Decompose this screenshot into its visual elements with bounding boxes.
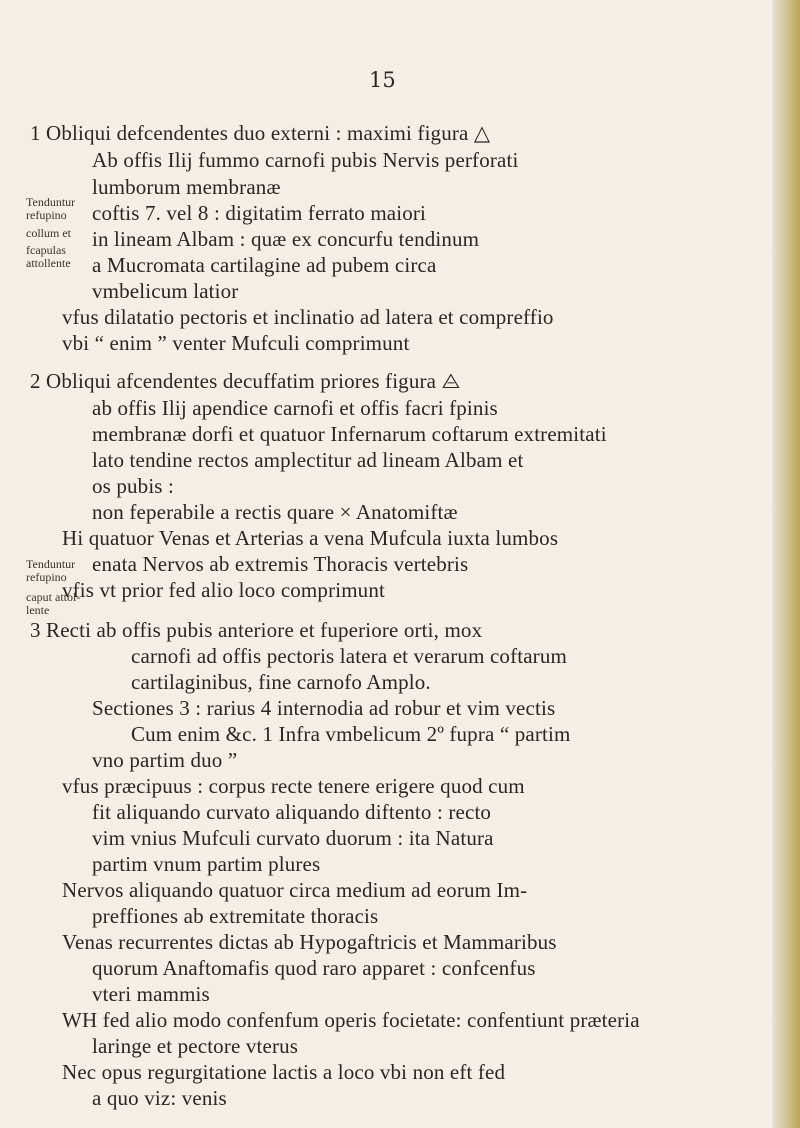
text-line: vfus præcipuus : corpus recte tenere erigere quod cum	[62, 774, 525, 798]
text-line: Hi quatuor Venas et Arterias a vena Mufcula iuxta lumbos	[62, 526, 559, 550]
text-line: partim vnum partim plures	[92, 852, 321, 876]
text-line: carnofi ad offis pectoris latera et verarum coftarum	[131, 644, 567, 668]
text-line: Venas recurrentes dictas ab Hypogaftricis et Mammaribus	[62, 930, 557, 954]
text-line: Nervos aliquando quatuor circa medium ad eorum Im-	[62, 878, 528, 902]
text-line: non feperabile a rectis quare × Anatomiftæ	[92, 500, 458, 524]
margin-note: Tenduntur	[26, 195, 76, 209]
text-line: laringe et pectore vterus	[92, 1034, 299, 1058]
margin-note: lente	[26, 603, 50, 617]
text-line: in lineam Albam : quæ ex concurfu tendinum	[92, 227, 480, 251]
text-line: Cum enim &c. 1 Infra vmbelicum 2º fupra “ partim	[131, 722, 571, 746]
text-line: Sectiones 3 : rarius 4 internodia ad robur et vim vectis	[92, 696, 556, 720]
text-line: lumborum membranæ	[92, 175, 281, 199]
text-line: Ab offis Ilij fummo carnofi pubis Nervis perforati	[92, 148, 519, 172]
text-line: fit aliquando curvato aliquando diftento : recto	[92, 800, 492, 824]
text-line: WH fed alio modo confenfum operis focietate: confentiunt præteria	[62, 1008, 640, 1032]
margin-note: attollente	[26, 256, 71, 270]
margin-note: collum et	[26, 226, 71, 240]
text-line: Nec opus regurgitatione lactis a loco vbi non eft fed	[62, 1060, 506, 1084]
page-number: 15	[369, 68, 396, 92]
margin-note: Tenduntur	[26, 557, 76, 571]
text-line: preffiones ab extremitate thoracis	[92, 904, 379, 928]
text-line: lato tendine rectos amplectitur ad lineam Albam et	[92, 448, 524, 472]
text-line: vfis vt prior fed alio loco comprimunt	[62, 578, 385, 602]
text-line: ab offis Ilij apendice carnofi et offis facri fpinis	[92, 396, 498, 420]
text-line: vim vnius Mufculi curvato duorum : ita Natura	[92, 826, 494, 850]
text-line: vfus dilatatio pectoris et inclinatio ad latera et compreffio	[62, 305, 554, 329]
text-line: os pubis :	[92, 474, 175, 498]
margin-note: caput attol-	[26, 590, 81, 604]
text-line: 3 Recti ab offis pubis anteriore et fuperiore orti, mox	[30, 618, 483, 642]
text-line: vmbelicum latior	[92, 279, 239, 303]
text-line: enata Nervos ab extremis Thoracis vertebris	[92, 552, 469, 576]
text-line: vbi “ enim ” venter Mufculi comprimunt	[62, 331, 410, 355]
margin-note: refupino	[26, 208, 67, 222]
text-line: vteri mammis	[92, 982, 210, 1006]
text-line: vno partim duo ”	[92, 748, 238, 772]
text-line: cartilaginibus, fine carnofo Amplo.	[131, 670, 431, 694]
margin-note: fcapulas	[26, 243, 66, 257]
text-line: a quo viz: venis	[92, 1086, 227, 1110]
margin-note: refupino	[26, 570, 67, 584]
text-line: quorum Anaftomafis quod raro apparet : confcenfus	[92, 956, 536, 980]
text-line: a Mucromata cartilagine ad pubem circa	[92, 253, 437, 277]
page-edge	[772, 0, 800, 1128]
text-line: membranæ dorfi et quatuor Infernarum coftarum extremitati	[92, 422, 607, 446]
text-line: 2 Obliqui afcendentes decuffatim priores figura ⨺	[30, 369, 461, 393]
text-line: coftis 7. vel 8 : digitatim ferrato maiori	[92, 201, 427, 225]
text-line: 1 Obliqui defcendentes duo externi : maximi figura △	[30, 121, 491, 145]
